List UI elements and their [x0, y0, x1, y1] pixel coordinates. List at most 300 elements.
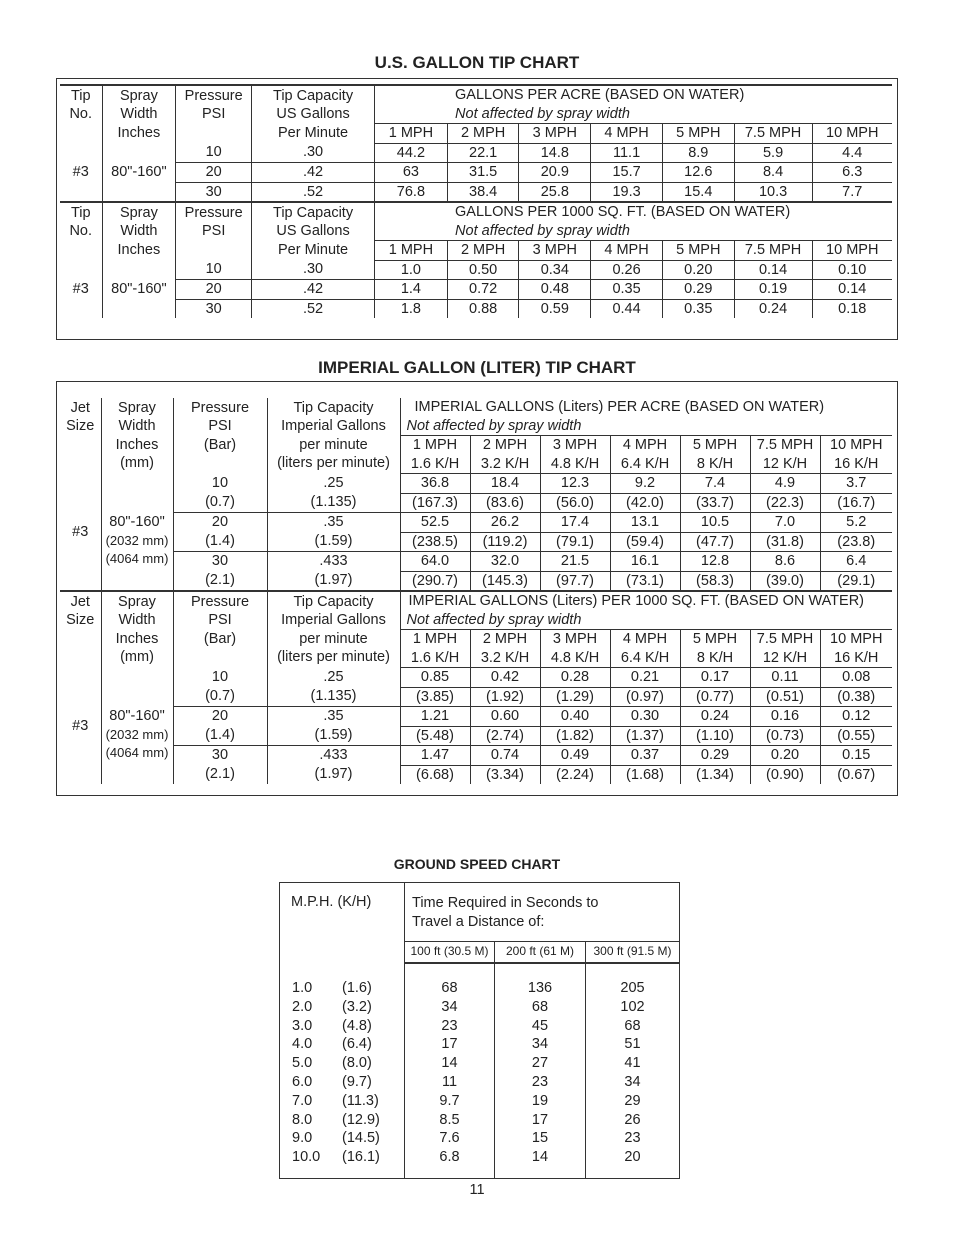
speed-header: 3 MPH [519, 241, 591, 261]
time-value: 15 [531, 1130, 549, 1147]
hdr-line: Tip Capacity [293, 593, 374, 610]
rate-value: 13.1 [610, 513, 680, 533]
rate-value: 0.21 [610, 668, 680, 688]
hdr-line: Pressure [184, 204, 243, 221]
speed-header: 7.5 MPH [750, 436, 820, 455]
rate-value: 36.8 [400, 474, 470, 494]
capacity-value: .52 [252, 182, 375, 202]
jet-size-header [60, 591, 101, 668]
time-value: 27 [531, 1055, 549, 1072]
hdr-line: PSI [208, 612, 232, 629]
speed-header: 1 MPH [375, 241, 448, 261]
kh-value: (4.8) [342, 1017, 372, 1034]
hdr-line: Width [120, 223, 158, 240]
time-value: 29 [624, 1092, 641, 1109]
width-inches: 80"-160" [109, 514, 165, 531]
pressure-value: 20 [173, 707, 267, 727]
rate-liters: (0.77) [680, 687, 750, 707]
speed-header: 2 MPH [470, 630, 540, 649]
hdr-line: PSI [201, 106, 226, 123]
kh-value: (11.3) [342, 1092, 379, 1109]
pressure-value: 10 [176, 260, 252, 280]
capacity-value: .30 [252, 143, 375, 163]
speed-header-kh: 16 K/H [820, 649, 892, 668]
width-mm: (2032 mm) [105, 726, 169, 742]
time-value: 68 [531, 998, 549, 1015]
rate-value: 0.40 [540, 707, 610, 727]
capacity-value: .30 [252, 260, 375, 280]
capacity-value: .52 [252, 299, 375, 318]
rate-value: 1.8 [375, 299, 448, 318]
hdr-line: Per Minute [277, 124, 349, 141]
mph-value: 9.0 [292, 1130, 313, 1147]
rate-liters: (0.97) [610, 687, 680, 707]
time-value: 14 [441, 1055, 458, 1072]
speed-header: 4 MPH [591, 241, 663, 261]
pressure-header [176, 85, 252, 143]
rate-liters: (56.0) [540, 493, 610, 513]
rate-value: 10.3 [734, 182, 812, 202]
time-value: 51 [624, 1036, 641, 1053]
time-value: 7.6 [439, 1130, 460, 1147]
hdr-line: Inches [117, 124, 161, 141]
capacity-value: .433 [267, 746, 400, 766]
capacity-lpm: (1.135) [267, 493, 400, 513]
rate-value: 0.37 [610, 746, 680, 766]
table-row [60, 260, 892, 280]
rate-liters: (1.37) [610, 726, 680, 746]
rate-value: 12.6 [662, 163, 734, 183]
rate-liters: (73.1) [610, 571, 680, 591]
rate-value: 1.47 [400, 746, 470, 766]
speed-header: 2 MPH [447, 124, 519, 144]
rate-value: 22.1 [447, 143, 519, 163]
rate-liters: (33.7) [680, 493, 750, 513]
spray-width-header [102, 202, 176, 260]
table-row [60, 746, 892, 766]
spray-width-header [102, 85, 176, 143]
rate-value: 1.21 [400, 707, 470, 727]
rate-liters: (1.29) [540, 687, 610, 707]
pressure-bar: (0.7) [173, 687, 267, 707]
speed-header-kh: 3.2 K/H [470, 649, 540, 668]
jet-number [60, 668, 101, 785]
rate-value: 0.14 [734, 260, 812, 280]
hdr-line: (mm) [120, 455, 154, 472]
rate-value: 8.9 [662, 143, 734, 163]
table-row [60, 668, 892, 688]
rate-value: 0.29 [662, 280, 734, 300]
rate-liters: (238.5) [400, 532, 470, 552]
speed-header: 10 MPH [812, 241, 892, 261]
rate-value: 0.12 [820, 707, 892, 727]
speed-header-kh: 1.6 K/H [400, 455, 470, 474]
speed-header: 4 MPH [610, 436, 680, 455]
rate-liters: (0.73) [750, 726, 820, 746]
rate-value: 0.26 [591, 260, 663, 280]
speed-header: 5 MPH [662, 241, 734, 261]
rate-value: 26.2 [470, 513, 540, 533]
table-row [60, 687, 892, 707]
time-value: 9.7 [439, 1092, 460, 1109]
rate-value: 7.4 [680, 474, 750, 494]
rate-liters: (5.48) [400, 726, 470, 746]
rate-liters: (1.82) [540, 726, 610, 746]
section-title: IMPERIAL GALLONS (Liters) PER 1000 SQ. FT. (BASED ON WATER) [400, 591, 892, 611]
rate-value: 1.4 [375, 280, 448, 300]
rate-value: 10.5 [680, 513, 750, 533]
speed-header-kh: 16 K/H [820, 455, 892, 474]
hdr-line: Tip Capacity [293, 399, 374, 416]
time-value: 23 [441, 1017, 458, 1034]
rate-value: 0.42 [470, 668, 540, 688]
speed-header-kh: 6.4 K/H [610, 649, 680, 668]
capacity-lpm: (1.59) [267, 532, 400, 552]
rate-value: 0.50 [447, 260, 519, 280]
hdr-line: Width [118, 612, 156, 629]
table-row [60, 493, 892, 513]
rate-value: 0.20 [750, 746, 820, 766]
capacity-value: .35 [267, 513, 400, 533]
rate-value: 0.19 [734, 280, 812, 300]
capacity-value: .25 [267, 474, 400, 494]
rate-value: 21.5 [540, 552, 610, 572]
speed-header: 1 MPH [375, 124, 448, 144]
speed-header-kh: 12 K/H [750, 455, 820, 474]
rate-liters: (1.34) [680, 765, 750, 784]
rate-value: 0.24 [680, 707, 750, 727]
hdr-line: Tip Capacity [273, 87, 354, 104]
pressure-header [176, 202, 252, 260]
table-row [60, 552, 892, 572]
rate-value: 0.17 [680, 668, 750, 688]
rate-value: 3.7 [820, 474, 892, 494]
rate-value: 0.59 [519, 299, 591, 318]
capacity-lpm: (1.59) [267, 726, 400, 746]
kh-value: (3.2) [342, 998, 372, 1015]
time-value: 23 [531, 1074, 549, 1090]
rate-liters: (39.0) [750, 571, 820, 591]
hdr-line: Spray [118, 593, 156, 610]
time-value: 17 [531, 1111, 549, 1128]
tip-no-header [60, 202, 102, 260]
hdr-line: per minute [299, 436, 368, 453]
header-row [60, 202, 892, 222]
hdr-line: Inches [117, 241, 161, 258]
table-row [60, 513, 892, 533]
rate-value: 1.0 [375, 260, 448, 280]
rate-value: 0.20 [662, 260, 734, 280]
pressure-value: 20 [176, 163, 252, 183]
rate-liters: (79.1) [540, 532, 610, 552]
hdr-line: per minute [299, 630, 368, 647]
speed-header: 3 MPH [519, 124, 591, 144]
mph-value: 2.0 [292, 998, 313, 1015]
section-title: IMPERIAL GALLONS (Liters) PER ACRE (BASED ON WATER) [414, 399, 825, 415]
hdr-line: Per Minute [277, 241, 349, 258]
table-row [60, 532, 892, 552]
rate-liters: (1.10) [680, 726, 750, 746]
rate-value: 0.49 [540, 746, 610, 766]
width-mm: (4064 mm) [105, 745, 169, 761]
hdr-line: Pressure [190, 593, 250, 610]
section-note: Not affected by spray width [455, 105, 630, 122]
mph-value: 6.0 [292, 1074, 313, 1090]
hdr-line: (liters per minute) [277, 649, 390, 666]
rate-value: 0.15 [820, 746, 892, 766]
rate-liters: (97.7) [540, 571, 610, 591]
speed-header: 10 MPH [820, 630, 892, 649]
speed-header-kh: 6.4 K/H [610, 455, 680, 474]
rate-value: 0.10 [812, 260, 892, 280]
rate-value: 14.8 [519, 143, 591, 163]
distance-header: 300 ft (91.5 M) [593, 944, 672, 958]
hdr-line: PSI [201, 223, 226, 240]
pressure-value: 10 [173, 474, 267, 494]
hdr-line: Inches [115, 630, 159, 647]
time-value: 102 [620, 998, 645, 1015]
capacity-lpm: (1.97) [267, 765, 400, 784]
rate-value: 19.3 [591, 182, 663, 202]
time-value: 6.8 [439, 1149, 460, 1166]
capacity-header [267, 591, 400, 668]
table-row [60, 726, 892, 746]
rate-value: 0.11 [750, 668, 820, 688]
rate-liters: (58.3) [680, 571, 750, 591]
speed-header-kh: 3.2 K/H [470, 455, 540, 474]
table-row [60, 571, 892, 591]
hdr-line: Spray [119, 204, 158, 221]
mph-value: 3.0 [292, 1017, 313, 1034]
hdr-line: (mm) [120, 649, 154, 666]
capacity-value: .433 [267, 552, 400, 572]
jet-label: #3 [72, 523, 89, 540]
pressure-bar: (2.1) [173, 765, 267, 784]
rate-liters: (3.34) [470, 765, 540, 784]
rate-value: 4.9 [750, 474, 820, 494]
pressure-header [173, 398, 267, 474]
capacity-value: .35 [267, 707, 400, 727]
speed-header: 3 MPH [540, 436, 610, 455]
spray-width: 80"-160" [102, 260, 176, 318]
capacity-header [267, 398, 400, 474]
distance-header: 200 ft (61 M) [505, 944, 575, 958]
mph-value: 1.0 [292, 980, 313, 996]
rate-value: 5.2 [820, 513, 892, 533]
time-header-line1: Time Required in Seconds to [412, 895, 599, 911]
rate-value: 0.28 [540, 668, 610, 688]
rate-value: 8.4 [734, 163, 812, 183]
mph-value: 4.0 [292, 1036, 313, 1053]
time-value: 68 [624, 1017, 641, 1034]
time-value: 34 [624, 1074, 641, 1090]
rate-value: 4.4 [812, 143, 892, 163]
time-value: 11 [441, 1074, 458, 1090]
speed-header: 7.5 MPH [750, 630, 820, 649]
table-row [60, 474, 892, 494]
rate-liters: (2.74) [470, 726, 540, 746]
rate-value: 20.9 [519, 163, 591, 183]
page-number: 11 [469, 1182, 485, 1198]
us-chart-title: U.S. GALLON TIP CHART [374, 53, 580, 72]
rate-liters: (0.67) [837, 766, 876, 783]
rate-value: 0.16 [750, 707, 820, 727]
rate-liters: (16.7) [820, 493, 892, 513]
rate-value: 0.35 [662, 299, 734, 318]
mph-value: 8.0 [292, 1111, 313, 1128]
section-title: GALLONS PER 1000 SQ. FT. (BASED ON WATER) [375, 202, 892, 222]
rate-value: 0.48 [519, 280, 591, 300]
speed-header-kh: 8 K/H [680, 455, 750, 474]
time-value: 136 [527, 980, 553, 996]
time-value: 205 [620, 980, 645, 996]
speed-header: 1 MPH [400, 436, 470, 455]
speed-header: 10 MPH [812, 124, 892, 144]
speed-header: 1 MPH [400, 630, 470, 649]
imp-chart-title: IMPERIAL GALLON (LITER) TIP CHART [318, 358, 636, 377]
rate-liters: (0.51) [750, 687, 820, 707]
rate-value: 6.4 [820, 552, 892, 572]
rate-liters: (29.1) [837, 572, 876, 589]
time-value: 41 [624, 1055, 641, 1072]
time-value: 45 [531, 1017, 549, 1034]
tip-no-header [60, 85, 102, 143]
pressure-value: 30 [173, 746, 267, 766]
header-row [60, 85, 892, 105]
hdr-line: Tip Capacity [273, 204, 354, 221]
section-title: GALLONS PER ACRE (BASED ON WATER) [375, 85, 892, 105]
hdr-line: Spray [119, 87, 158, 104]
pressure-value: 10 [173, 668, 267, 688]
hdr-line: Jet [70, 593, 90, 610]
speed-header: 4 MPH [610, 630, 680, 649]
hdr-line: (liters per minute) [277, 455, 390, 472]
hdr-line: Pressure [184, 87, 243, 104]
hdr-line: Imperial Gallons [281, 612, 386, 629]
rate-liters: (31.8) [750, 532, 820, 552]
capacity-header [252, 85, 375, 143]
rate-value: 17.4 [540, 513, 610, 533]
rate-value: 0.18 [838, 300, 867, 317]
tip-number: #3 [60, 143, 102, 202]
section-note: Not affected by spray width [406, 417, 582, 434]
width-mm: (2032 mm) [105, 532, 169, 548]
rate-value: 0.24 [734, 299, 812, 318]
kh-value: (14.5) [342, 1130, 380, 1147]
rate-value: 0.74 [470, 746, 540, 766]
rate-value: 0.44 [591, 299, 663, 318]
speed-header-kh: 8 K/H [680, 649, 750, 668]
section-note: Not affected by spray width [406, 611, 582, 628]
speed-header-kh: 4.8 K/H [540, 649, 610, 668]
rate-liters: (1.92) [470, 687, 540, 707]
hdr-line: No. [69, 223, 93, 240]
kh-value: (12.9) [342, 1111, 380, 1128]
spray-width [101, 474, 173, 592]
rate-value: 0.08 [820, 668, 892, 688]
rule [405, 962, 679, 964]
kh-value: (1.6) [342, 980, 372, 996]
capacity-lpm: (1.97) [267, 571, 400, 591]
rate-value: 6.3 [812, 163, 892, 183]
pressure-bar: (1.4) [173, 532, 267, 552]
time-value: 34 [441, 998, 458, 1015]
speed-header: 2 MPH [470, 436, 540, 455]
hdr-line: No. [69, 106, 93, 123]
rate-liters: (0.90) [750, 765, 820, 784]
pressure-value: 30 [176, 182, 252, 202]
rate-value: 15.4 [662, 182, 734, 202]
rate-liters: (23.8) [820, 532, 892, 552]
rate-liters: (290.7) [400, 571, 470, 591]
pressure-header [173, 591, 267, 668]
rate-value: 7.0 [750, 513, 820, 533]
kh-value: (9.7) [342, 1074, 372, 1090]
kh-value: (6.4) [342, 1036, 372, 1053]
mph-value: 10.0 [292, 1149, 321, 1166]
pressure-value: 20 [173, 513, 267, 533]
hdr-line: US Gallons [276, 106, 350, 123]
hdr-line: (Bar) [203, 630, 237, 647]
time-value: 14 [531, 1149, 549, 1166]
rate-liters: (83.6) [470, 493, 540, 513]
kh-value: (16.1) [342, 1149, 380, 1166]
speed-header: 5 MPH [662, 124, 734, 144]
rate-liters: (22.3) [750, 493, 820, 513]
table-row [60, 143, 892, 163]
hdr-line: Width [118, 418, 156, 435]
hdr-line: Tip [70, 87, 91, 104]
section-note: Not affected by spray width [455, 222, 630, 239]
rate-liters: (42.0) [610, 493, 680, 513]
jet-size-header [60, 398, 101, 474]
rate-value: 5.9 [734, 143, 812, 163]
width-mm: (4064 mm) [105, 551, 169, 567]
hdr-line: US Gallons [276, 223, 350, 240]
width-inches: 80"-160" [109, 708, 165, 725]
rate-liters: (167.3) [400, 493, 470, 513]
jet-number [60, 474, 101, 592]
table-row [60, 299, 892, 318]
rate-value: 18.4 [470, 474, 540, 494]
capacity-value: .42 [252, 163, 375, 183]
ground-chart-title: GROUND SPEED CHART [393, 856, 561, 872]
mph-header: M.P.H. (K/H) [291, 894, 372, 910]
rate-liters: (0.55) [820, 726, 892, 746]
speed-header: 7.5 MPH [734, 124, 812, 144]
time-value: 23 [624, 1130, 641, 1147]
rate-value: 44.2 [375, 143, 448, 163]
rate-value: 9.2 [610, 474, 680, 494]
imperial-gallon-table [60, 398, 892, 784]
pressure-value: 30 [176, 299, 252, 318]
hdr-line: Spray [118, 399, 156, 416]
rate-value: 12.3 [540, 474, 610, 494]
distance-header: 100 ft (30.5 M) [410, 944, 489, 958]
rate-value: 0.85 [400, 668, 470, 688]
rate-liters: (59.4) [610, 532, 680, 552]
rule [405, 941, 679, 942]
rate-value: 31.5 [447, 163, 519, 183]
speed-header: 5 MPH [680, 630, 750, 649]
time-value: 19 [531, 1092, 549, 1109]
speed-header-kh: 1.6 K/H [400, 649, 470, 668]
rate-value: 25.8 [519, 182, 591, 202]
hdr-line: (Bar) [203, 436, 237, 453]
table-row [60, 765, 892, 784]
rate-value: 7.7 [842, 183, 863, 200]
rate-value: 0.30 [610, 707, 680, 727]
